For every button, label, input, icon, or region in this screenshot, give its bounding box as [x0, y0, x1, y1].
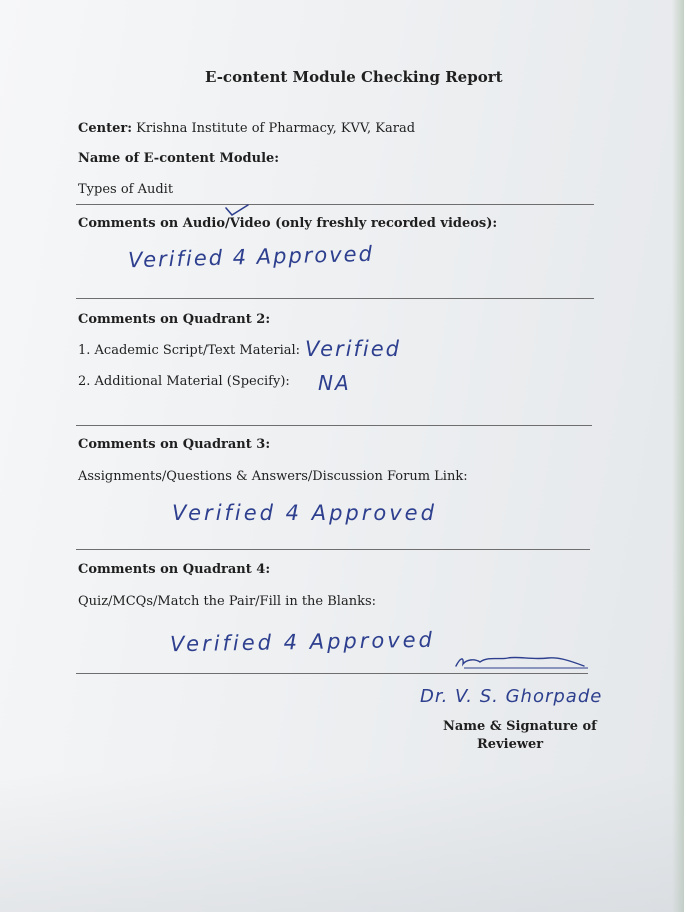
divider-line [76, 204, 594, 205]
audio-video-comment: Verified 4 Approved [127, 241, 375, 273]
divider-line [76, 549, 590, 550]
divider-line [76, 298, 594, 299]
additional-material-comment: NA [318, 371, 351, 395]
module-name-label: Name of E-content Module: [78, 151, 280, 166]
center-value: Krishna Institute of Pharmacy, KVV, Karad [136, 121, 416, 136]
quadrant4-sublabel: Quiz/MCQs/Match the Pair/Fill in the Blanks: [78, 594, 377, 609]
page-shadow [0, 772, 684, 912]
quadrant3-heading: Comments on Quadrant 3: [78, 437, 271, 452]
check-mark-icon [224, 203, 250, 217]
audio-video-label: Comments on Audio/Video (only freshly recorded videos): [78, 216, 498, 231]
quadrant4-comment: Verified 4 Approved [169, 627, 436, 657]
quadrant4-heading: Comments on Quadrant 4: [78, 562, 271, 577]
reviewer-label-line2: Reviewer [477, 737, 544, 752]
divider-line [76, 425, 592, 426]
report-title: E-content Module Checking Report [205, 68, 503, 86]
academic-script-comment: Verified [305, 337, 402, 361]
quadrant2-heading: Comments on Quadrant 2: [78, 312, 271, 327]
reviewer-name: Dr. V. S. Ghorpade [420, 686, 603, 707]
types-of-audit-label: Types of Audit [78, 182, 174, 197]
additional-material-label: 2. Additional Material (Specify): [78, 374, 290, 389]
academic-script-label: 1. Academic Script/Text Material: [78, 343, 301, 358]
quadrant3-comment: Verified 4 Approved [172, 501, 437, 525]
reviewer-label-line1: Name & Signature of [443, 719, 597, 734]
center-label: Center: [78, 121, 132, 136]
quadrant3-sublabel: Assignments/Questions & Answers/Discussion Forum Link: [78, 469, 468, 484]
center-line [78, 121, 415, 136]
